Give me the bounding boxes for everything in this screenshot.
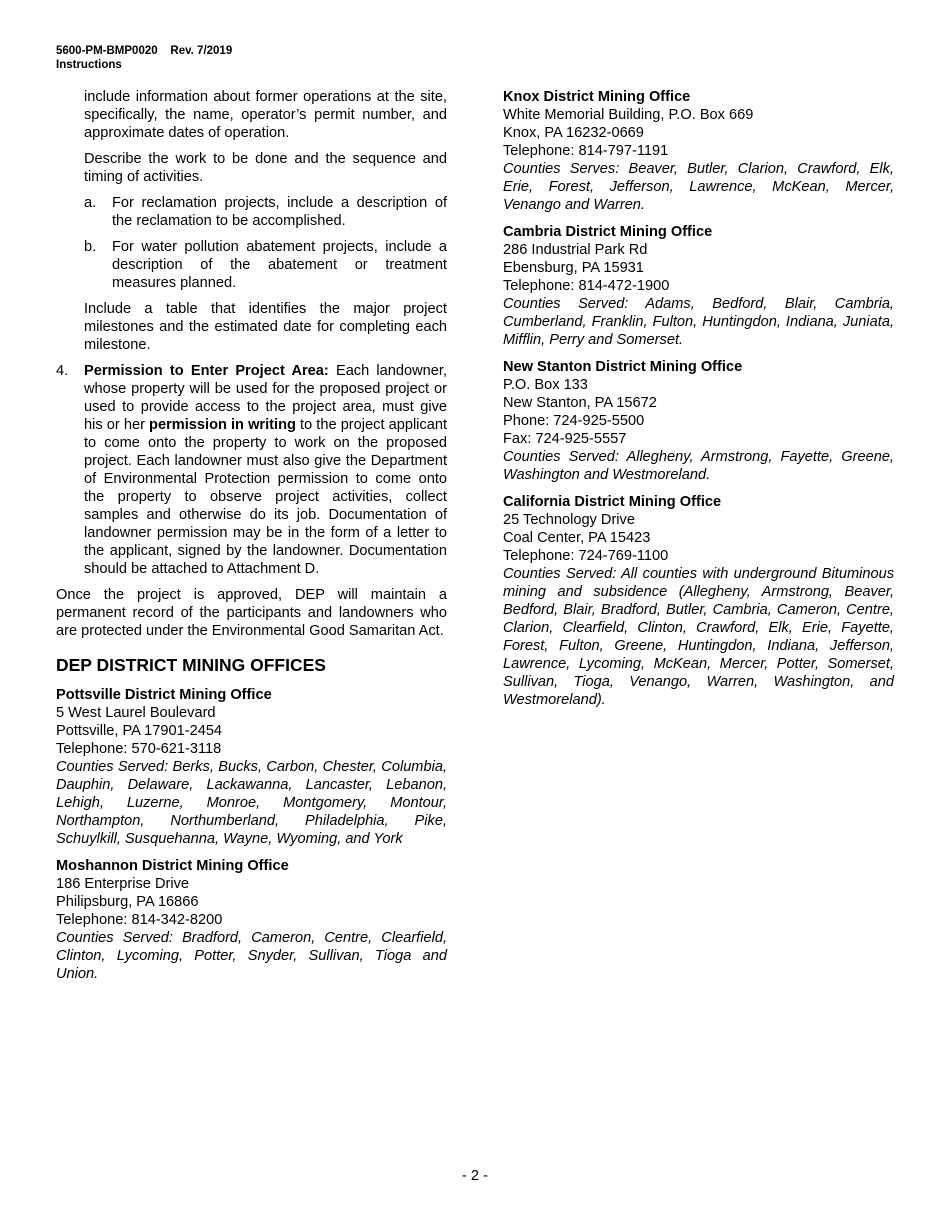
- office-counties: Counties Served: Allegheny, Armstrong, Fayette, Greene, Washington and Westmoreland.: [503, 449, 894, 483]
- office-city: Pottsville, PA 17901-2454: [56, 723, 223, 739]
- list-label: a.: [84, 195, 97, 211]
- list-item-b: [84, 238, 447, 292]
- revision: Rev. 7/2019: [170, 45, 233, 57]
- paragraph-describe-work: Describe the work to be done and the sequence and timing of activities.: [84, 151, 447, 185]
- list-text: For reclamation projects, include a description of the reclamation to be accomplished.: [112, 195, 447, 229]
- office-city: Philipsburg, PA 16866: [56, 894, 199, 910]
- permission-text-1: Each landowner, whose property will be used for the proposed project or used to provide access to the project area, must give his or her: [84, 363, 447, 433]
- permission-title: Permission to Enter Project Area:: [84, 363, 329, 379]
- document-header: [56, 44, 232, 72]
- permission-bold-phrase: permission in writing: [149, 417, 296, 433]
- office-name: Pottsville District Mining Office: [56, 687, 272, 703]
- office-counties: Counties Served: Adams, Bedford, Blair, Cambria, Cumberland, Franklin, Fulton, Huntingdon, Indiana, Juniata, Mifflin, Perry and Somerset.: [503, 296, 894, 348]
- paragraph-former-operations: include information about former operations at the site, specifically, the name, operator’s permit number, and approximate dates of operation.: [84, 89, 447, 141]
- paragraph-project-approved: Once the project is approved, DEP will maintain a permanent record of the participants and landowners who are protected under the Environmental Good Samaritan Act.: [56, 587, 447, 639]
- office-cambria: [503, 223, 894, 349]
- office-address: 186 Enterprise Drive: [56, 876, 190, 892]
- office-knox: [503, 88, 894, 214]
- numbered-item-4: [56, 362, 447, 578]
- list-text: For water pollution abatement projects, include a description of the abatement or treatment measures planned.: [112, 239, 447, 291]
- office-name: Cambria District Mining Office: [503, 224, 713, 240]
- section-title: DEP DISTRICT MINING OFFICES: [56, 655, 326, 675]
- office-phone: Phone: 724-925-5500: [503, 413, 645, 429]
- permission-paragraph: [84, 362, 447, 578]
- list-label: 4.: [56, 363, 69, 379]
- office-name: California District Mining Office: [503, 494, 722, 510]
- paragraph-milestones: Include a table that identifies the major project milestones and the estimated date for completing each milestone.: [84, 301, 447, 353]
- office-address: 25 Technology Drive: [503, 512, 635, 528]
- permission-text-2: to the project applicant to come onto the property to work on the proposed project. Each landowner must also give the Department of Environmental Protection permission to come onto the property to observe project activities, collect samples and otherwise do its job. Documentation of landowner permission may be in the form of a letter to the applicant, signed by the landowner. Documentation should be attached to Attachment D.: [84, 417, 448, 577]
- office-fax: Fax: 724-925-5557: [503, 431, 627, 447]
- office-new-stanton: [503, 358, 894, 484]
- office-address: White Memorial Building, P.O. Box 669: [503, 107, 754, 123]
- left-column: [56, 88, 447, 983]
- office-phone: Telephone: 814-342-8200: [56, 912, 223, 928]
- office-city: Knox, PA 16232-0669: [503, 125, 644, 141]
- office-counties: Counties Served: Berks, Bucks, Carbon, Chester, Columbia, Dauphin, Delaware, Lackawanna, Lancaster, Lebanon, Lehigh, Luzerne, Monroe, Montgomery, Montour, Northampton, Northumberland, Philadelphia, Pike, Schuylkill, Susquehanna, Wayne, Wyoming, and York: [56, 759, 447, 847]
- office-counties: Counties Served: Bradford, Cameron, Centre, Clearfield, Clinton, Lycoming, Potter, Snyder, Sullivan, Tioga and Union.: [56, 930, 447, 982]
- office-address: 286 Industrial Park Rd: [503, 242, 648, 258]
- office-city: Coal Center, PA 15423: [503, 530, 651, 546]
- office-name: Knox District Mining Office: [503, 89, 691, 105]
- office-city: Ebensburg, PA 15931: [503, 260, 644, 276]
- form-id: 5600-PM-BMP0020: [56, 45, 158, 57]
- office-name: New Stanton District Mining Office: [503, 359, 743, 375]
- office-address: P.O. Box 133: [503, 377, 588, 393]
- office-california: [503, 493, 894, 709]
- header-subtitle: Instructions: [56, 59, 122, 71]
- office-city: New Stanton, PA 15672: [503, 395, 657, 411]
- office-name: Moshannon District Mining Office: [56, 858, 289, 874]
- office-moshannon: [56, 857, 447, 983]
- office-phone: Telephone: 814-797-1191: [503, 143, 669, 159]
- office-counties: Counties Served: All counties with underground Bituminous mining and subsidence (Allegheny, Armstrong, Beaver, Bedford, Blair, Bradford, Butler, Cambria, Cameron, Centre, Clarion, Clearfield, Clinton, Crawford, Elk, Erie, Fayette, Forest, Fulton, Greene, Huntingdon, Indiana, Jefferson, Lawrence, Lycoming, McKean, Mercer, Potter, Somerset, Sullivan, Tioga, Venango, Warren, Washington, and Westmoreland).: [503, 566, 894, 708]
- page-number: - 2 -: [462, 1168, 488, 1184]
- office-address: 5 West Laurel Boulevard: [56, 705, 216, 721]
- office-counties: Counties Serves: Beaver, Butler, Clarion, Crawford, Elk, Erie, Forest, Jefferson, Lawrence, McKean, Mercer, Venango and Warren.: [503, 161, 894, 213]
- list-item-a: [84, 194, 447, 230]
- office-phone: Telephone: 814-472-1900: [503, 278, 670, 294]
- right-column: [503, 88, 894, 709]
- list-label: b.: [84, 239, 97, 255]
- office-pottsville: [56, 686, 447, 848]
- office-phone: Telephone: 570-621-3118: [56, 741, 222, 757]
- office-phone: Telephone: 724-769-1100: [503, 548, 669, 564]
